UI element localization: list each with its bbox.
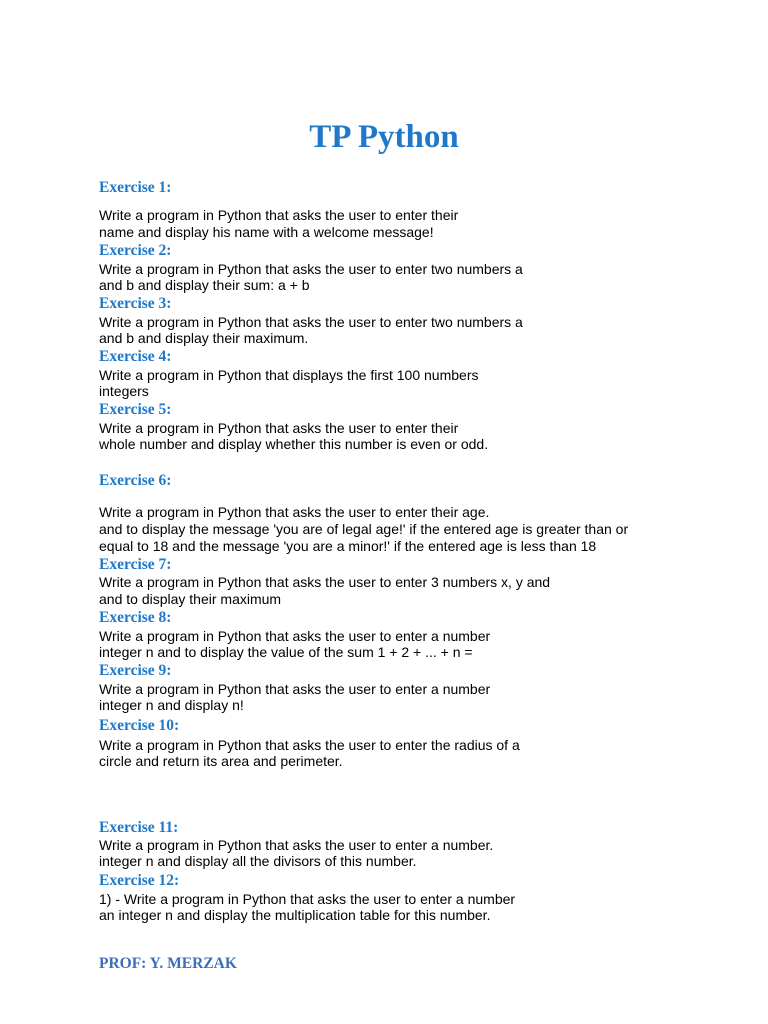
- exercise-7-line-2: and to display their maximum: [99, 591, 282, 607]
- exercise-6-line-2: and to display the message 'you are of legal age!' if the entered age is greater than or: [99, 521, 629, 537]
- author-footer: PROF: Y. MERZAK: [99, 955, 237, 972]
- exercise-8-line-1: Write a program in Python that asks the user to enter a number: [99, 628, 491, 644]
- exercise-3-line-1: Write a program in Python that asks the user to enter two numbers a: [99, 314, 523, 330]
- exercise-6-line-3: equal to 18 and the message 'you are a minor!' if the entered age is less than 18: [99, 538, 597, 554]
- exercise-1-heading: Exercise 1:: [99, 179, 172, 196]
- exercise-4-heading: Exercise 4:: [99, 348, 172, 365]
- exercise-1-line-1: Write a program in Python that asks the user to enter their: [99, 207, 459, 223]
- exercise-10-heading: Exercise 10:: [99, 717, 180, 734]
- exercise-2-line-2: and b and display their sum: a + b: [99, 277, 310, 293]
- exercise-5-line-2: whole number and display whether this number is even or odd.: [99, 436, 489, 452]
- exercise-9-line-2: integer n and display n!: [99, 697, 244, 713]
- exercise-5-heading: Exercise 5:: [99, 401, 172, 418]
- exercise-12-line-2: an integer n and display the multiplication table for this number.: [99, 907, 491, 923]
- exercise-7-heading: Exercise 7:: [99, 556, 172, 573]
- exercise-4-line-2: integers: [99, 383, 149, 399]
- exercise-1-line-2: name and display his name with a welcome message!: [99, 224, 434, 240]
- exercise-11-line-1: Write a program in Python that asks the user to enter a number.: [99, 837, 494, 853]
- exercise-11-line-2: integer n and display all the divisors of this number.: [99, 853, 417, 869]
- exercise-4-line-1: Write a program in Python that displays the first 100 numbers: [99, 367, 479, 383]
- exercise-8-heading: Exercise 8:: [99, 609, 172, 626]
- exercise-11-heading: Exercise 11:: [99, 819, 179, 836]
- exercise-10-line-2: circle and return its area and perimeter.: [99, 753, 343, 769]
- exercise-7-line-1: Write a program in Python that asks the user to enter 3 numbers x, y and: [99, 574, 551, 590]
- exercise-2-heading: Exercise 2:: [99, 242, 172, 259]
- exercise-3-heading: Exercise 3:: [99, 295, 172, 312]
- exercise-10-line-1: Write a program in Python that asks the user to enter the radius of a: [99, 737, 520, 753]
- exercise-6-heading: Exercise 6:: [99, 472, 172, 489]
- exercise-9-heading: Exercise 9:: [99, 662, 172, 679]
- exercise-3-line-2: and b and display their maximum.: [99, 330, 309, 346]
- exercise-2-line-1: Write a program in Python that asks the user to enter two numbers a: [99, 261, 523, 277]
- exercise-12-heading: Exercise 12:: [99, 872, 180, 889]
- exercise-6-line-1: Write a program in Python that asks the user to enter their age.: [99, 504, 490, 520]
- exercise-9-line-1: Write a program in Python that asks the user to enter a number: [99, 681, 491, 697]
- exercise-5-line-1: Write a program in Python that asks the user to enter their: [99, 420, 459, 436]
- exercise-12-line-1: 1) - Write a program in Python that asks the user to enter a number: [99, 891, 516, 907]
- page-title: TP Python: [309, 119, 459, 155]
- exercise-8-line-2: integer n and to display the value of the sum 1 + 2 + ... + n =: [99, 644, 473, 660]
